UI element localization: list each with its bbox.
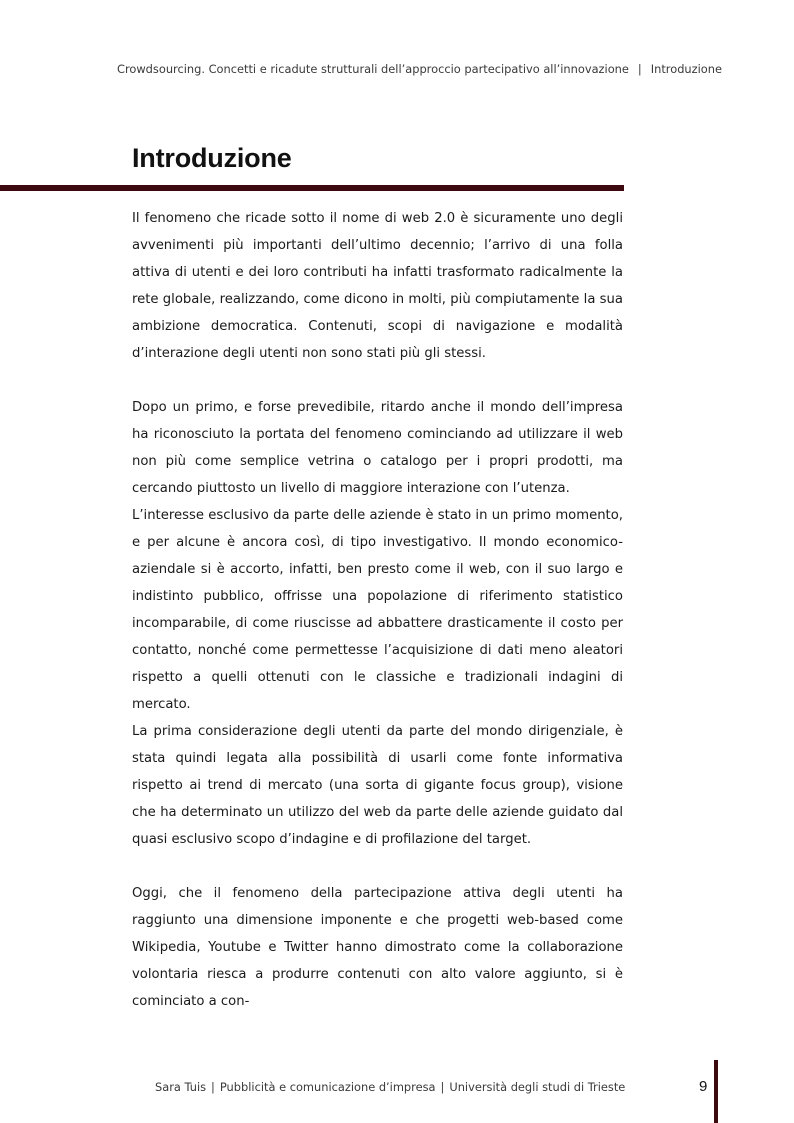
paragraph-1: Il fenomeno che ricade sotto il nome di web 2.0 è sicuramente uno degli avvenimenti più importanti dell’ultimo decennio; l’arrivo di una folla attiva di utenti e dei loro contributi ha infatti trasformato radicalmente la rete globale, realizzando, come dicono in molti, più compiutamente la sua ambizione democratica. Contenuti, scopi di navigazione e modalità d’interazione degli utenti non sono stati più gli stessi. (132, 211, 623, 361)
running-header (0, 62, 722, 76)
footer-university: Università degli studi di Trieste (449, 1080, 626, 1094)
paragraph-5: Oggi, che il fenomeno della partecipazione attiva degli utenti ha raggiunto una dimensione imponente e che progetti web-based come Wikipedia, Youtube e Twitter hanno dimostrato come la collaborazione volontaria riesca a produrre contenuti con alto valore aggiunto, si è cominciato a con- (132, 886, 623, 1009)
page-number: 9 (699, 1078, 708, 1095)
footer-author: Sara Tuis (155, 1080, 207, 1094)
header-book-title: Crowdsourcing. Concetti e ricadute strutturali dell’approccio partecipativo all’innovazione (117, 62, 629, 76)
page-bar (714, 1060, 718, 1123)
footer-separator: | (211, 1080, 215, 1094)
chapter-title: Introduzione (132, 143, 292, 173)
body-text (132, 205, 623, 1015)
paragraph-4: La prima considerazione degli utenti da parte del mondo dirigenziale, è stata quindi legata alla possibilità di usarli come fonte informativa rispetto ai trend di mercato (una sorta di gigante focus group), visione che ha determinato un utilizzo del web da parte delle aziende guidato dal quasi esclusivo scopo d’indagine e di profilazione del target. (132, 724, 623, 847)
paragraph-3: L’interesse esclusivo da parte delle aziende è stato in un primo momento, e per alcune è ancora così, di tipo investigativo. Il mondo economico-aziendale si è accorto, infatti, ben presto come il web, con il suo largo e indistinto pubblico, offrisse una popolazione di riferimento statistico incomparabile, di come riuscisse ad abbattere drasticamente il costo per contatto, nonché come permettesse l’acquisizione di dati meno aleatori rispetto a quelli ottenuti con le classiche e tradizionali indagini di mercato. (132, 508, 623, 712)
footer-separator: | (440, 1080, 445, 1094)
header-separator: | (637, 62, 642, 76)
footer-subject: Pubblicità e comunicazione d’impresa (219, 1080, 436, 1094)
header-section: Introduzione (650, 62, 722, 76)
page-footer (155, 1080, 625, 1094)
title-rule (0, 185, 624, 191)
paragraph-2: Dopo un primo, e forse prevedibile, ritardo anche il mondo dell’impresa ha riconosciuto la portata del fenomeno cominciando ad utilizzare il web non più come semplice vetrina o catalogo per i propri prodotti, ma cercando piuttosto un livello di maggiore interazione con l’utenza. (132, 400, 623, 496)
